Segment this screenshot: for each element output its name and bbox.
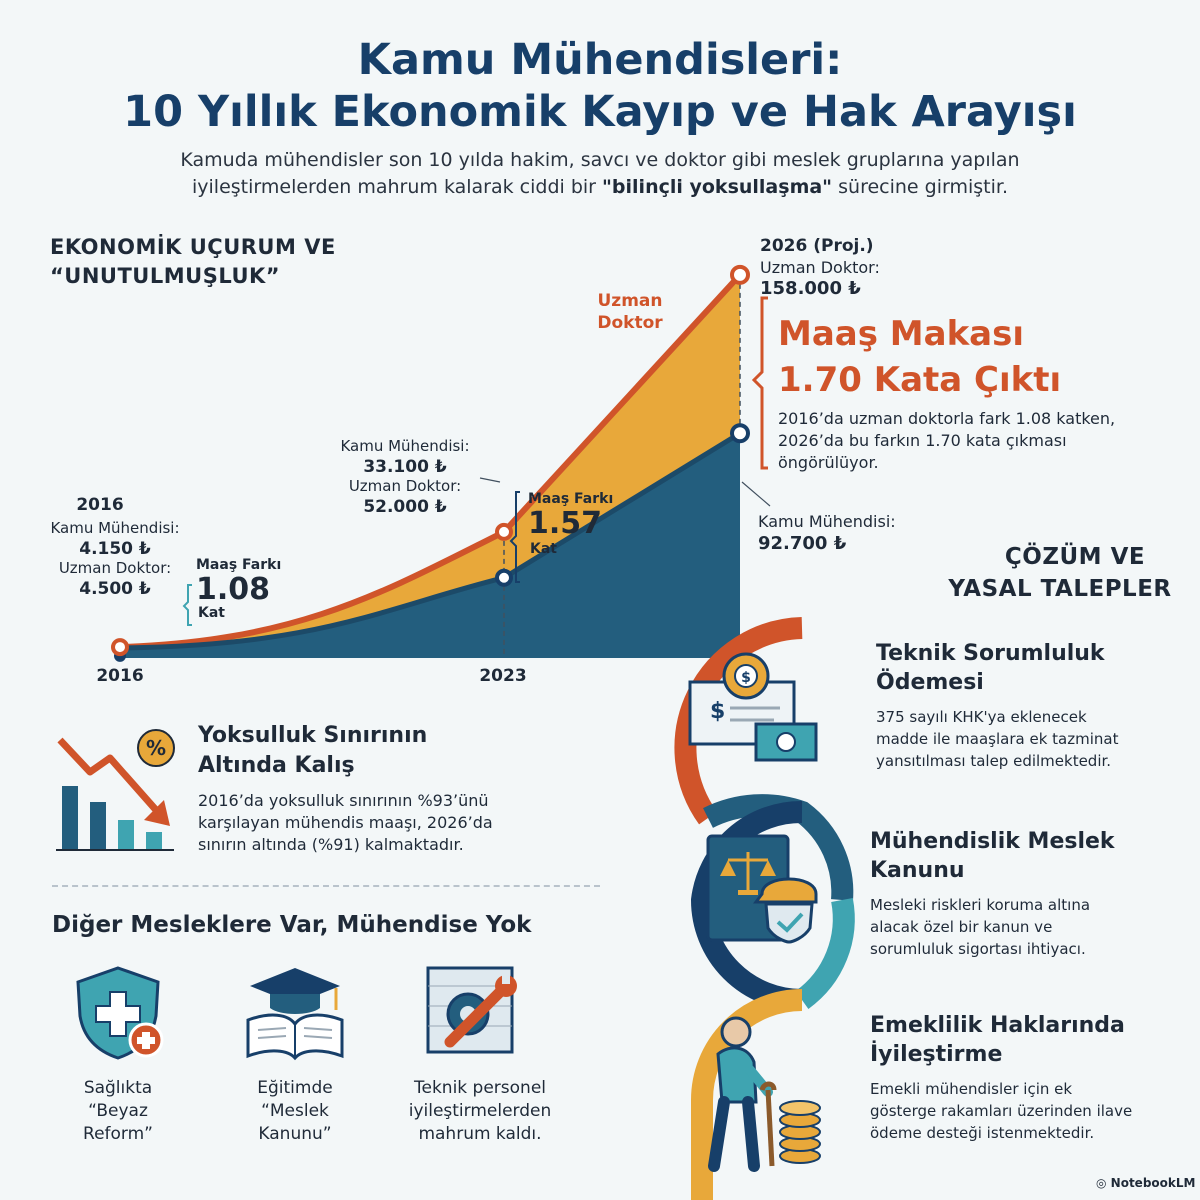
others-heading: Diğer Mesleklere Var, Mühendise Yok: [52, 912, 532, 938]
subtitle-line2: iyileştirmelerden mahrum kalarak ciddi bir "bilinçli yoksullaşma" sürecine girmiştir.: [192, 176, 1008, 198]
poverty-chart-icon: [52, 728, 192, 858]
solution-1-title-2: Ödemesi: [876, 670, 984, 695]
annot-2016-year: 2016: [76, 495, 124, 515]
svg-text:$: $: [741, 670, 751, 686]
x-tick-2016: 2016: [96, 666, 144, 686]
annot-2023-doc-value: 52.000 ₺: [363, 497, 447, 517]
solution-2-text-3: sorumluluk sigortası ihtiyacı.: [870, 940, 1086, 958]
solution-1-text-1: 375 sayılı KHK'ya eklenecek: [876, 708, 1087, 726]
gap-2023-label: Maaş Farkı: [528, 491, 614, 507]
annot-2026-doc-label: Uzman Doktor:: [760, 258, 880, 277]
solution-3-title-2: İyileştirme: [870, 1042, 1003, 1067]
annot-2026-year: 2026 (Proj.): [760, 236, 874, 256]
poverty-title-2: Altında Kalış: [198, 753, 355, 778]
gap-2023-value: 1.57: [528, 506, 603, 541]
point-engineer-2026: [732, 425, 748, 441]
solution-1-text-3: yansıtılması talep edilmektedir.: [876, 752, 1112, 770]
footer-brand: ◎ NotebookLM: [1096, 1176, 1196, 1190]
page-title-line2: 10 Yıllık Ekonomik Kayıp ve Hak Arayışı: [123, 87, 1077, 137]
annot-2023-doc-label: Uzman Doktor:: [348, 477, 462, 495]
chart-heading-line2: “UNUTULMUŞLUK”: [50, 264, 281, 288]
others-3-line1: Teknik personel: [414, 1078, 546, 1098]
series-label-doctor-2: Doktor: [597, 313, 663, 333]
solution-2-text-1: Mesleki riskleri koruma altına: [870, 896, 1091, 914]
gap-2016-value: 1.08: [196, 572, 271, 607]
annot-2026-doc-value: 158.000 ₺: [760, 278, 861, 299]
retiree-coins-icon: [690, 1010, 840, 1180]
solution-3-text-3: ödeme desteği istenmektedir.: [870, 1124, 1095, 1142]
solution-3-text-1: Emekli mühendisler için ek: [870, 1080, 1073, 1098]
poverty-text-3: sınırın altında (%91) kalmaktadır.: [198, 835, 464, 854]
point-engineer-2023: [497, 571, 511, 585]
others-2-line3: Kanunu”: [258, 1124, 332, 1144]
x-tick-2023: 2023: [479, 666, 527, 686]
scissor-text-2: 2026’da bu farkın 1.70 kata çıkması: [778, 431, 1067, 450]
solution-3-text-2: gösterge rakamları üzerinden ilave: [870, 1102, 1133, 1120]
solutions-heading-2: YASAL TALEPLER: [948, 576, 1172, 602]
scissor-text-1: 2016’da uzman doktorla fark 1.08 katken,: [778, 409, 1116, 428]
solution-1-text-2: madde ile maaşlara ek tazminat: [876, 730, 1119, 748]
annot-2016-doc-label: Uzman Doktor:: [58, 559, 172, 577]
gap-2016-label: Maaş Farkı: [196, 557, 282, 573]
annot-2016-doc-value: 4.500 ₺: [79, 579, 151, 599]
solutions-heading-1: ÇÖZÜM VE: [1004, 544, 1146, 570]
others-1-line3: Reform”: [83, 1124, 153, 1144]
annot-2026-eng-value: 92.700 ₺: [758, 533, 847, 554]
others-3-line2: iyileştirmelerden: [408, 1101, 552, 1121]
annot-2016: [20, 495, 180, 516]
gap-2023-unit: Kat: [530, 541, 557, 557]
bracket-2026: [754, 298, 768, 468]
others-2-line1: Eğitimde: [257, 1078, 333, 1098]
education-book-icon: [240, 962, 350, 1062]
solution-2-text-2: alacak özel bir kanun ve: [870, 918, 1053, 936]
scissor-title-1: Maaş Makası: [778, 314, 1025, 354]
scissor-title-2: 1.70 Kata Çıktı: [778, 360, 1062, 400]
svg-text:$: $: [710, 699, 726, 724]
payment-check-gear-icon: [684, 646, 834, 766]
page-title-line1: Kamu Mühendisleri:: [357, 35, 843, 85]
technical-wrench-gear-icon: [420, 962, 530, 1062]
others-1-line1: Sağlıkta: [83, 1078, 153, 1098]
point-doctor-2016: [113, 640, 127, 654]
section-divider: [52, 885, 600, 887]
poverty-text-2: karşılayan mühendis maaşı, 2026’da: [198, 813, 493, 832]
point-doctor-2026: [732, 267, 748, 283]
series-label-doctor-1: Uzman: [597, 291, 663, 311]
solution-3-title-1: Emeklilik Haklarında: [870, 1013, 1125, 1038]
annot-2026-eng-label: Kamu Mühendisi:: [758, 512, 896, 531]
subtitle-line1: Kamuda mühendisler son 10 yılda hakim, savcı ve doktor gibi meslek gruplarına yapılan: [180, 149, 1020, 171]
solution-2-title-1: Mühendislik Meslek: [870, 829, 1115, 854]
poverty-title-1: Yoksulluk Sınırının: [198, 723, 428, 748]
gap-2016-unit: Kat: [198, 605, 225, 621]
annot-2016-eng-value: 4.150 ₺: [79, 539, 151, 559]
law-book-helmet-icon: [700, 830, 830, 950]
leader-2023: [480, 478, 500, 482]
annot-2023-eng-value: 33.100 ₺: [363, 457, 447, 477]
poverty-text-1: 2016’da yoksulluk sınırının %93’ünü: [198, 791, 489, 810]
health-shield-icon: [68, 962, 168, 1062]
solution-2-title-2: Kanunu: [870, 858, 965, 883]
percent-icon: %: [145, 736, 167, 760]
solution-1-title-1: Teknik Sorumluluk: [876, 641, 1105, 666]
chart-heading-line1: EKONOMİK UÇURUM VE: [50, 235, 336, 259]
point-doctor-2023: [497, 525, 511, 539]
scissor-text-3: öngörülüyor.: [778, 453, 879, 472]
leader-2026: [742, 482, 770, 506]
notebook-logo-icon: ◎: [1096, 1176, 1111, 1190]
others-1-line2: “Beyaz: [88, 1101, 148, 1121]
annot-2016-eng-label: Kamu Mühendisi:: [50, 519, 180, 537]
annot-2023-eng-label: Kamu Mühendisi:: [340, 437, 470, 455]
others-3-line3: mahrum kaldı.: [418, 1124, 542, 1144]
others-2-line2: “Meslek: [261, 1101, 329, 1121]
